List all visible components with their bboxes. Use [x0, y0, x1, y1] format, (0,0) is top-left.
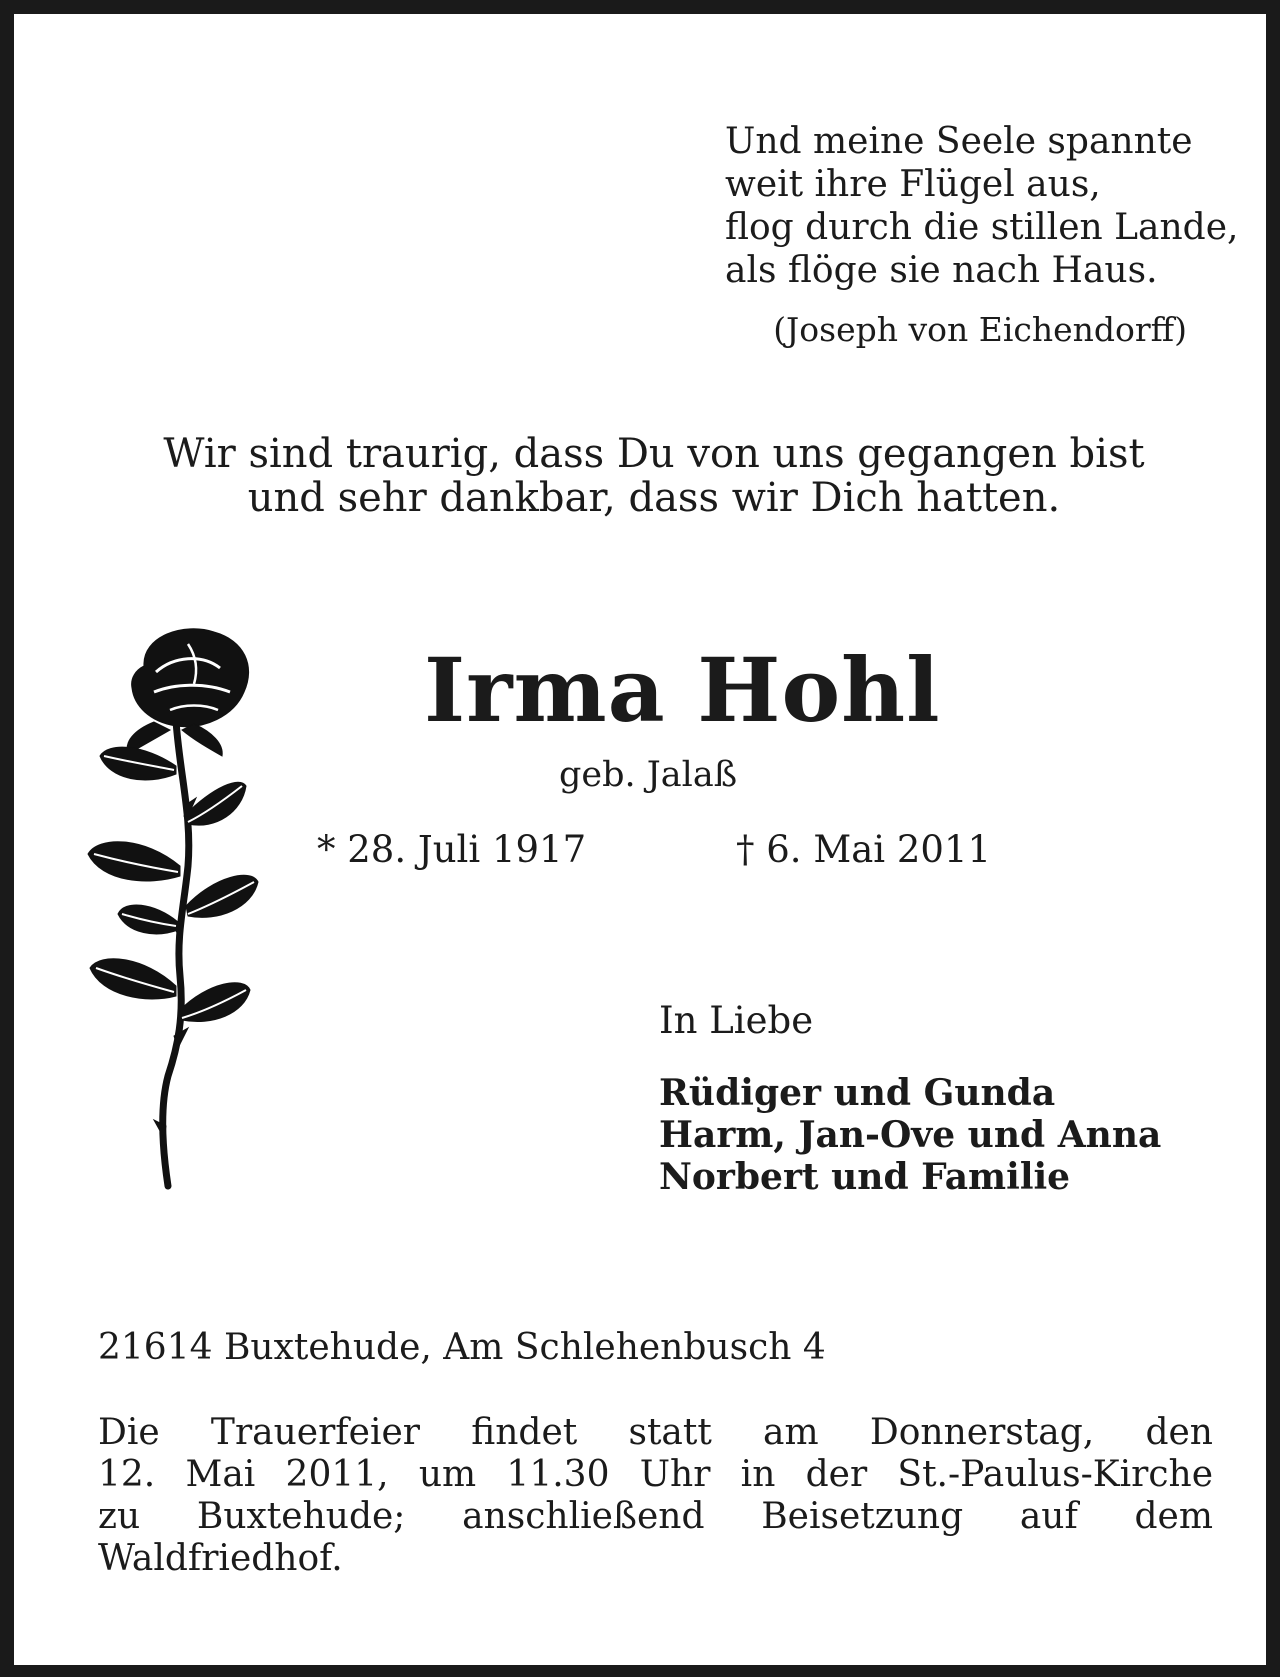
mourner-line: Harm, Jan-Ove und Anna [659, 1114, 1162, 1156]
poem-author: (Joseph von Eichendorff) [773, 310, 1187, 349]
poem-line: Und meine Seele spannte [725, 121, 1193, 162]
ceremony-line: 12. Mai 2011, um 11.30 Uhr in der St.-Paulus-Kirche [98, 1454, 1213, 1495]
memorial-saying [14, 432, 1280, 520]
mourner-line: Rüdiger und Gunda [659, 1072, 1056, 1114]
poem [725, 120, 1239, 292]
ceremony-line: Waldfriedhof. [98, 1538, 343, 1579]
ceremony-info [98, 1412, 1213, 1580]
maiden-name: geb. Jalaß [559, 755, 738, 795]
ceremony-line: zu Buxtehude; anschließend Beisetzung auf dem [98, 1496, 1213, 1537]
deceased-name: Irma Hohl [424, 638, 941, 742]
rose-icon [84, 626, 274, 1196]
mourners-list [659, 1072, 1161, 1198]
saying-line: Wir sind traurig, dass Du von uns gegangen bist [163, 431, 1145, 477]
birth-date: * 28. Juli 1917 [317, 828, 587, 871]
poem-line: flog durch die stillen Lande, [725, 207, 1239, 248]
death-date: † 6. Mai 2011 [736, 828, 992, 871]
mourners-intro: In Liebe [659, 999, 814, 1042]
mourner-line: Norbert und Familie [659, 1156, 1071, 1198]
address: 21614 Buxtehude, Am Schlehenbusch 4 [98, 1327, 826, 1368]
saying-line: und sehr dankbar, dass wir Dich hatten. [247, 475, 1061, 521]
poem-line: weit ihre Flügel aus, [725, 164, 1101, 205]
ceremony-line: Die Trauerfeier findet statt am Donnerstag, den [98, 1412, 1213, 1453]
poem-line: als flöge sie nach Haus. [725, 250, 1158, 291]
